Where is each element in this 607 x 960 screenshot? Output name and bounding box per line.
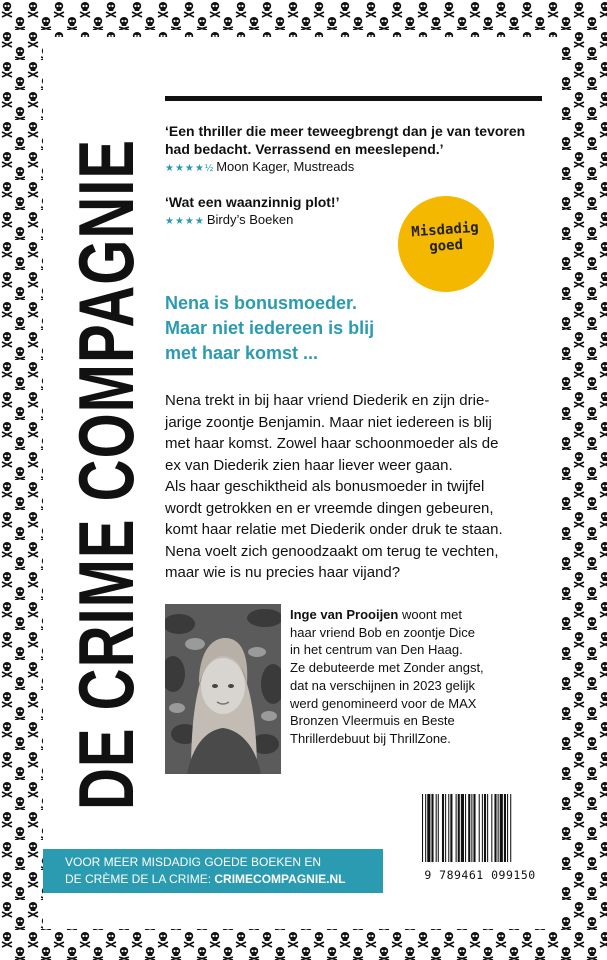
review-2 — [165, 193, 339, 230]
review-2-attribution: ★★★★ Birdy’s Boeken — [165, 212, 294, 227]
publisher-footer-banner: VOOR MEER MISDADIG GOEDE BOEKEN EN DE CRÈME DE LA CRIME: CRIMECOMPAGNIE.NL — [43, 849, 383, 893]
barcode-bar — [461, 794, 464, 862]
barcode-bar — [438, 794, 439, 862]
star-rating-icon: ★★★★ — [165, 216, 205, 227]
review-1-quote: ‘Een thriller die meer teweegbrengt dan je van tevoren had bedacht. Verrassend en meeslepend.’ — [165, 123, 526, 157]
top-divider-bar — [165, 96, 542, 101]
barcode-bar — [471, 794, 472, 862]
barcode-bar — [482, 794, 483, 862]
review-2-quote: ‘Wat een waanzinnig plot!’ — [165, 194, 340, 210]
barcode-bar — [425, 794, 426, 862]
isbn-number: 9 789461 099150 — [424, 868, 536, 882]
barcode-bar — [450, 794, 452, 862]
barcode-bar — [431, 794, 433, 862]
author-portrait-illustration — [165, 604, 281, 774]
barcode-bar — [458, 794, 460, 862]
spine-title-block — [58, 80, 151, 820]
barcode-bar — [456, 794, 457, 862]
barcode-bar — [427, 794, 430, 862]
barcode-bar — [465, 794, 466, 862]
publisher-website-link[interactable]: CRIMECOMPAGNIE.NL — [214, 872, 346, 886]
barcode-bar — [468, 794, 470, 862]
barcode-bar — [491, 794, 492, 862]
barcode-bars — [418, 792, 542, 866]
tagline: Nena is bonusmoeder. Maar niet iedereen is blij met haar komst ... — [165, 293, 375, 363]
vertical-publisher-title: DE CRIME COMPAGNIE — [62, 138, 151, 810]
barcode-bar — [484, 794, 486, 862]
barcode-bar — [500, 794, 503, 862]
barcode-bar — [487, 794, 488, 862]
author-photo — [165, 604, 281, 774]
barcode-bar — [504, 794, 506, 862]
barcode-bar — [442, 794, 444, 862]
blurb-text: Nena trekt in bij haar vriend Diederik en zijn drie- jarige zoontje Benjamin. Maar niet iedereen is blij met haar komst. Zowel haar schoonmoeder als de ex van Diederik zien haar liever weer gaan. Als haar geschiktheid als bonusmoeder in twijfel wordt getrokken en er vreemde dingen gebeuren, komt haar relatie met Diederik onder druk te staan. Nena voelt zich genoodzaakt om terug te vechten, maar wie is nu precies haar vijand? — [165, 392, 503, 581]
isbn-barcode — [418, 792, 542, 882]
review-1-attribution: ★★★★½ Moon Kager, Mustreads — [165, 159, 355, 174]
barcode-bar — [479, 794, 480, 862]
barcode-bar — [448, 794, 449, 862]
review-1 — [165, 122, 525, 177]
misdadig-goed-badge: Misdadig goed — [395, 193, 497, 295]
barcode-bar — [445, 794, 446, 862]
barcode-bar — [436, 794, 437, 862]
star-rating-icon: ★★★★½ — [165, 163, 215, 174]
barcode-bar — [473, 794, 475, 862]
author-bio: Inge van Prooijen woont met haar vriend Bob en zoontje Dice in het centrum van Den Haag. Ze debuteerde met Zonder angst, dat na verschijnen in 2023 gelijk werd genomineerd voor de MAX Bronzen Vleermuis en Beste Thrillerdebuut bij ThrillZone. — [290, 607, 484, 746]
author-name: Inge van Prooijen — [290, 607, 399, 622]
barcode-bar — [498, 794, 499, 862]
barcode-bar — [422, 794, 423, 862]
barcode-bar — [510, 794, 511, 862]
barcode-bar — [507, 794, 508, 862]
barcode-bar — [494, 794, 496, 862]
